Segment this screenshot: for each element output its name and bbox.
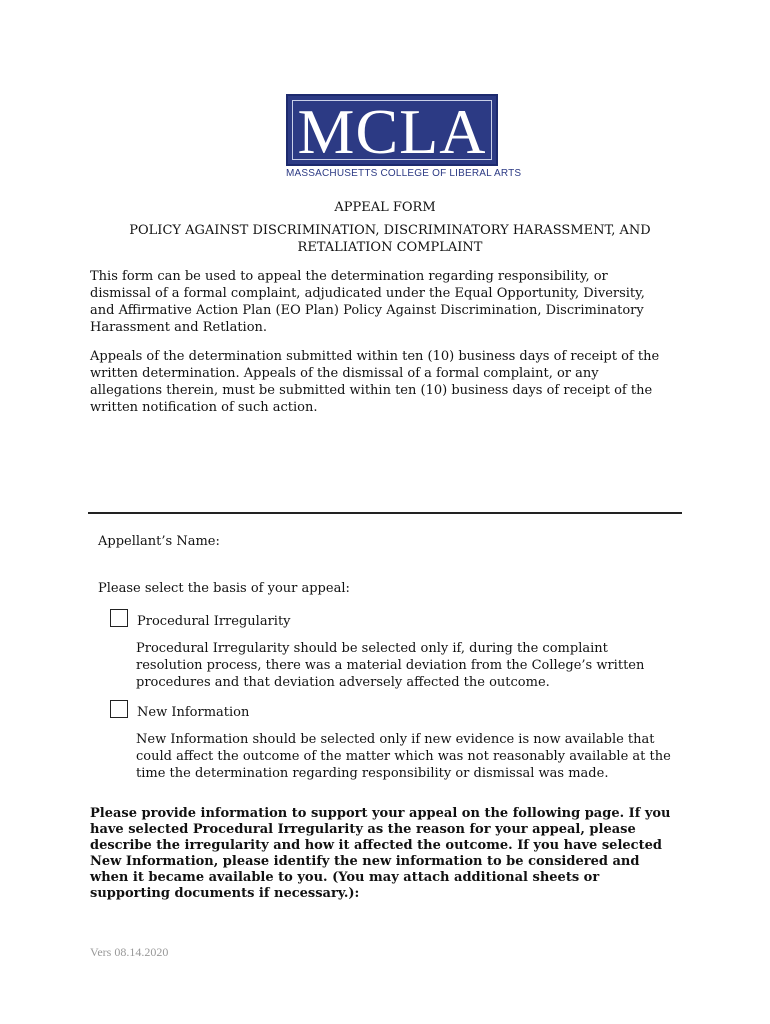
intro-paragraph-2: Appeals of the determination submitted within ten (10) business days of receipt of the written determination. Appeals of the dismissal of a formal complaint, or any allegations therein, must be submitted within ten (10) business days of receipt of the written notification of such action. (90, 349, 660, 415)
section-divider (88, 512, 682, 514)
procedural-irregularity-checkbox[interactable] (110, 609, 128, 627)
policy-subtitle (110, 222, 670, 256)
procedural-irregularity-description: Procedural Irregularity should be selected only if, during the complaint resolution process, there was a material deviation from the College’s written procedures and that deviation adversely affected the outcome. (136, 641, 645, 690)
logo-text: MCLA (297, 96, 487, 167)
subtitle-line-1: POLICY AGAINST DISCRIMINATION, DISCRIMINATORY HARASSMENT, AND (129, 223, 651, 238)
mcla-logo (286, 94, 498, 166)
basis-prompt: Please select the basis of your appeal: (98, 581, 350, 596)
appellant-name-label: Appellant’s Name: (98, 534, 220, 549)
logo-subtitle: MASSACHUSETTS COLLEGE OF LIBERAL ARTS (286, 168, 522, 179)
new-information-label: New Information (137, 705, 250, 720)
subtitle-line-2: RETALIATION COMPLAINT (297, 240, 483, 255)
new-information-description: New Information should be selected only if new evidence is now available that could affect the outcome of the matter which was not reasonably available at the time the determination regarding responsibility or dismissal was made. (136, 732, 671, 781)
appeal-instructions: Please provide information to support your appeal on the following page. If you have selected Procedural Irregularity as the reason for your appeal, please describe the irregularity and how it affected the outcome. If you have selected New Information, please identify the new information to be considered and when it became available to you. (You may attach additional sheets or supporting documents if necessary.): (90, 806, 671, 901)
new-information-checkbox[interactable] (110, 700, 128, 718)
procedural-irregularity-label: Procedural Irregularity (137, 614, 291, 629)
intro-paragraph-1: This form can be used to appeal the determination regarding responsibility, or dismissal of a formal complaint, adjudicated under the Equal Opportunity, Diversity, and Affirmative Action Plan (EO Plan) Policy Against Discrimination, Discriminatory Harassment and Retlation. (90, 269, 645, 335)
form-title: APPEAL FORM (334, 200, 436, 215)
version-footer: Vers 08.14.2020 (90, 945, 169, 959)
